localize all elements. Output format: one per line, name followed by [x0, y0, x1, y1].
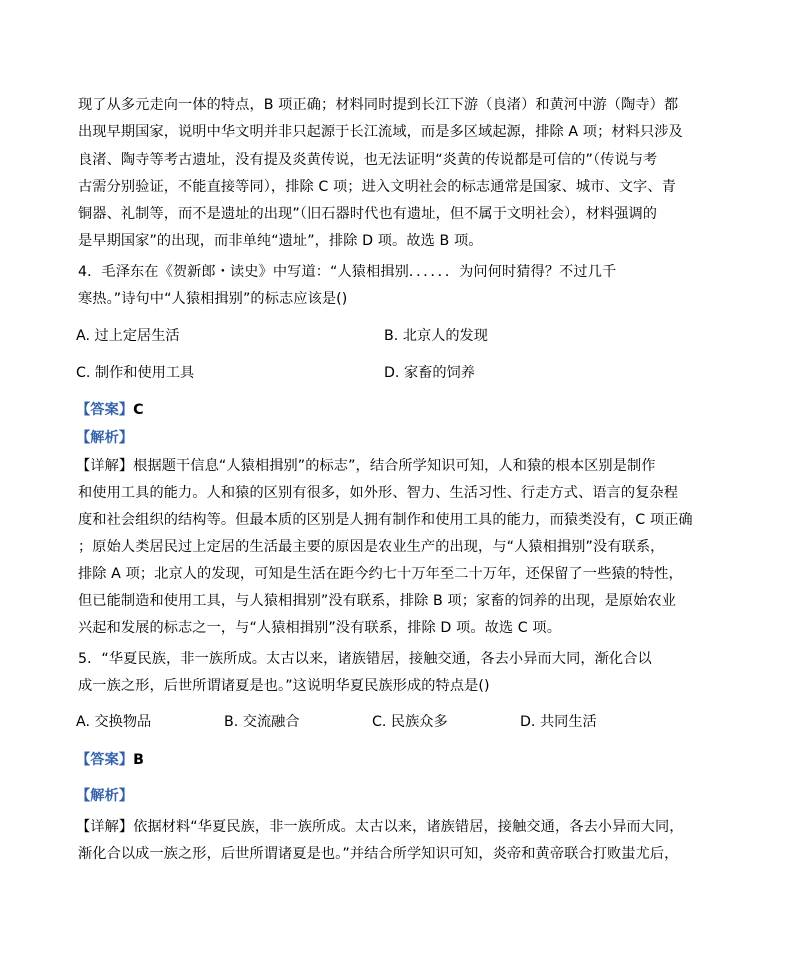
question-5-stem: 5．“华夏民族，非一族所成。太古以来，诸族错居，接触交通，各去小异而大同，渐化合以 — [78, 651, 652, 667]
q5-option-a: A. 交换物品 — [76, 714, 152, 730]
question-4-stem: 4．毛泽东在《贺新郎・读史》中写道：“人猿相揖别．．．．．．为问何时猜得？不过几千 — [78, 264, 617, 280]
explanation-line: 是早期国家”的出现，而非单纯“遗址”，排除 D 项。故选 B 项。 — [78, 233, 483, 249]
answer-label: 【答案】 — [76, 752, 134, 768]
q4-answer — [76, 400, 144, 420]
analysis-label: 【解析】 — [76, 430, 134, 446]
q4-detail-line: 排除 A 项；北京人的发现，可知是生活在距今约七十万年至二十万年，还保留了一些猿的特性， — [78, 566, 683, 582]
explanation-line: 良渚、陶寺等考古遗址，没有提及炎黄传说，也无法证明“炎黄的传说都是可信的”（传说与考 — [78, 152, 658, 168]
answer-value: C — [133, 402, 144, 418]
q4-option-d: D. 家畜的饲养 — [384, 365, 475, 381]
explanation-line: 出现早期国家，说明中华文明并非只起源于长江流域，而是多区域起源，排除 A 项；材料只涉及 — [78, 124, 683, 140]
q5-option-b: B. 交流融合 — [224, 714, 300, 730]
q5-answer — [76, 750, 144, 770]
question-4-stem: 寒热。”诗句中“人猿相揖别”的标志应该是() — [78, 291, 348, 307]
explanation-line: 现了从多元走向一体的特点，B 项正确；材料同时提到长江下游（良渚）和黄河中游（陶寺）都 — [78, 97, 679, 113]
q4-option-b: B. 北京人的发现 — [384, 328, 488, 344]
q4-option-c: C. 制作和使用工具 — [76, 365, 195, 381]
q4-detail-line: 但已能制造和使用工具，与人猿相揖别”没有联系，排除 B 项；家畜的饲养的出现，是原始农业 — [78, 593, 677, 609]
q5-analysis-label — [76, 786, 133, 806]
detail-label: 【详解】 — [76, 819, 134, 835]
explanation-line: 铜器、礼制等，而不是遗址的出现”（旧石器时代也有遗址，但不属于文明社会），材料强调的 — [78, 206, 658, 222]
q4-detail-line: 兴起和发展的标志之一，与“人猿相揖别”没有联系，排除 D 项。故选 C 项。 — [78, 620, 561, 636]
q4-detail-line: 和使用工具的能力。人和猿的区别有很多，如外形、智力、生活习性、行走方式、语言的复杂程 — [78, 485, 679, 501]
q4-detail-line: ；原始人类居民过上定居的生活最主要的原因是农业生产的出现，与“人猿相揖别”没有联系， — [78, 539, 665, 555]
detail-label: 【详解】 — [76, 458, 134, 474]
q5-option-d: D. 共同生活 — [520, 714, 597, 730]
explanation-line: 古需分别验证，不能直接等同），排除 C 项；进入文明社会的标志通常是国家、城市、文字、青 — [78, 179, 676, 195]
question-5-stem: 成一族之形，后世所谓诸夏是也。”这说明华夏民族形成的特点是() — [78, 678, 490, 694]
answer-value: B — [133, 752, 145, 768]
q5-detail-line: 渐化合以成一族之形，后世所谓诸夏是也。”并结合所学知识可知，炎帝和黄帝联合打败蚩尤后， — [78, 846, 679, 862]
analysis-label: 【解析】 — [76, 788, 134, 804]
q5-detail-line — [76, 817, 684, 837]
detail-text: 根据题干信息“人猿相揖别”的标志”，结合所学知识可知，人和猿的根本区别是制作 — [133, 458, 656, 474]
answer-label: 【答案】 — [76, 402, 134, 418]
detail-text: 依据材料“华夏民族，非一族所成。太古以来，诸族错居，接触交通，各去小异而大同， — [133, 819, 684, 835]
q4-analysis-label — [76, 428, 133, 448]
q5-option-c: C. 民族众多 — [372, 714, 448, 730]
q4-option-a: A. 过上定居生活 — [76, 328, 180, 344]
q4-detail-line: 度和社会组织的结构等。但最本质的区别是人拥有制作和使用工具的能力，而猿类没有，C 项正确 — [78, 512, 693, 528]
q4-detail-line — [76, 456, 656, 476]
